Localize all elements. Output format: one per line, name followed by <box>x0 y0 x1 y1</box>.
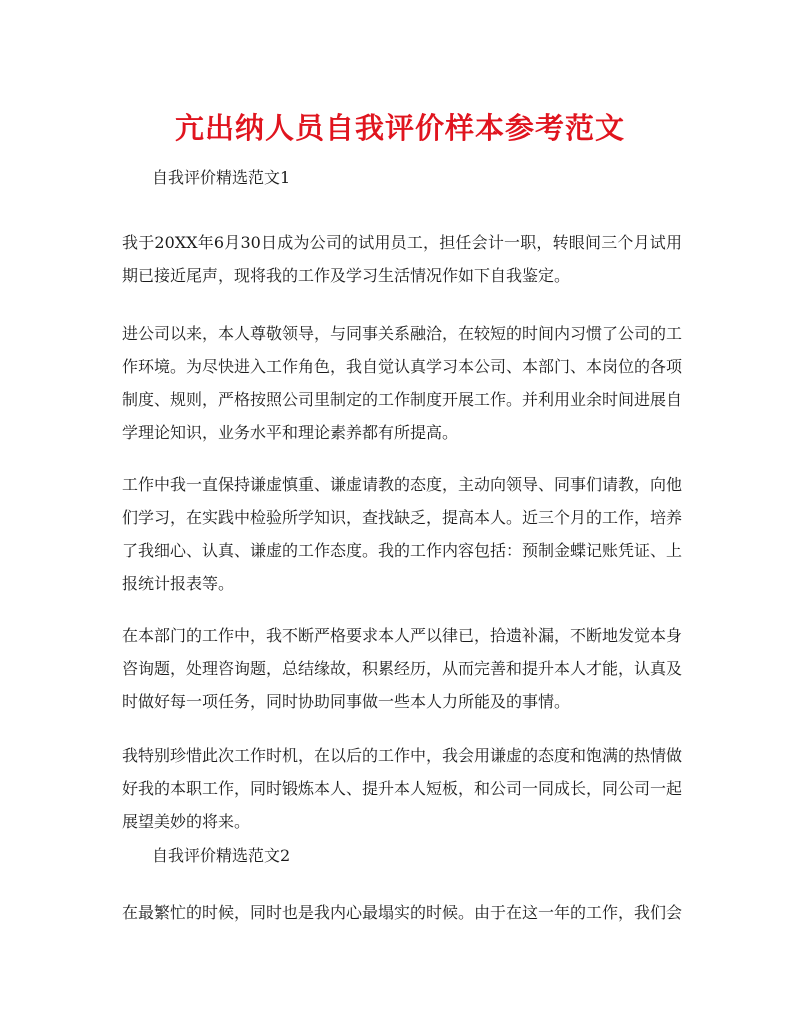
paragraph: 我于20XX年6月30日成为公司的试用员工，担任会计一职，转眼间三个月试用期已接近尾声，现将我的工作及学习生活情况作如下自我鉴定。 <box>122 233 682 285</box>
paragraph: 进公司以来，本人尊敬领导，与同事关系融洽，在较短的时间内习惯了公司的工作环境。为尽快进入工作角色，我自觉认真学习本公司、本部门、本岗位的各项制度、规则，严格按照公司里制定的工作制度开展工作。并利用业余时间进展自学理论知识，业务水平和理论素养都有所提高。 <box>122 324 683 442</box>
paragraph: 工作中我一直保持谦虚慎重、谦虚请教的态度，主动向领导、同事们请教，向他们学习，在实践中检验所学知识，查找缺乏，提高本人。近三个月的工作，培养了我细心、认真、谦虚的工作态度。我的工作内容包括：预制金蝶记账凭证、上报统计报表等。 <box>122 475 683 593</box>
section-heading-1: 自我评价精选范文1 <box>152 168 291 187</box>
section-heading-2: 自我评价精选范文2 <box>152 846 291 865</box>
paragraph: 在最繁忙的时候，同时也是我内心最塌实的时候。由于在这一年的工作，我们会 <box>122 903 683 922</box>
paragraph: 我特别珍惜此次工作时机，在以后的工作中，我会用谦虚的态度和饱满的热情做好我的本职工作，同时锻炼本人、提升本人短板，和公司一同成长，同公司一起展望美妙的将来。 <box>122 746 683 831</box>
document-title: 亢出纳人员自我评价样本参考范文 <box>174 111 625 145</box>
paragraph: 在本部门的工作中，我不断严格要求本人严以律已，拾遗补漏，不断地发觉本身咨询题，处理咨询题，总结缘故，积累经历，从而完善和提升本人才能，认真及时做好每一项任务，同时协助同事做一些本人力所能及的事情。 <box>122 626 683 711</box>
